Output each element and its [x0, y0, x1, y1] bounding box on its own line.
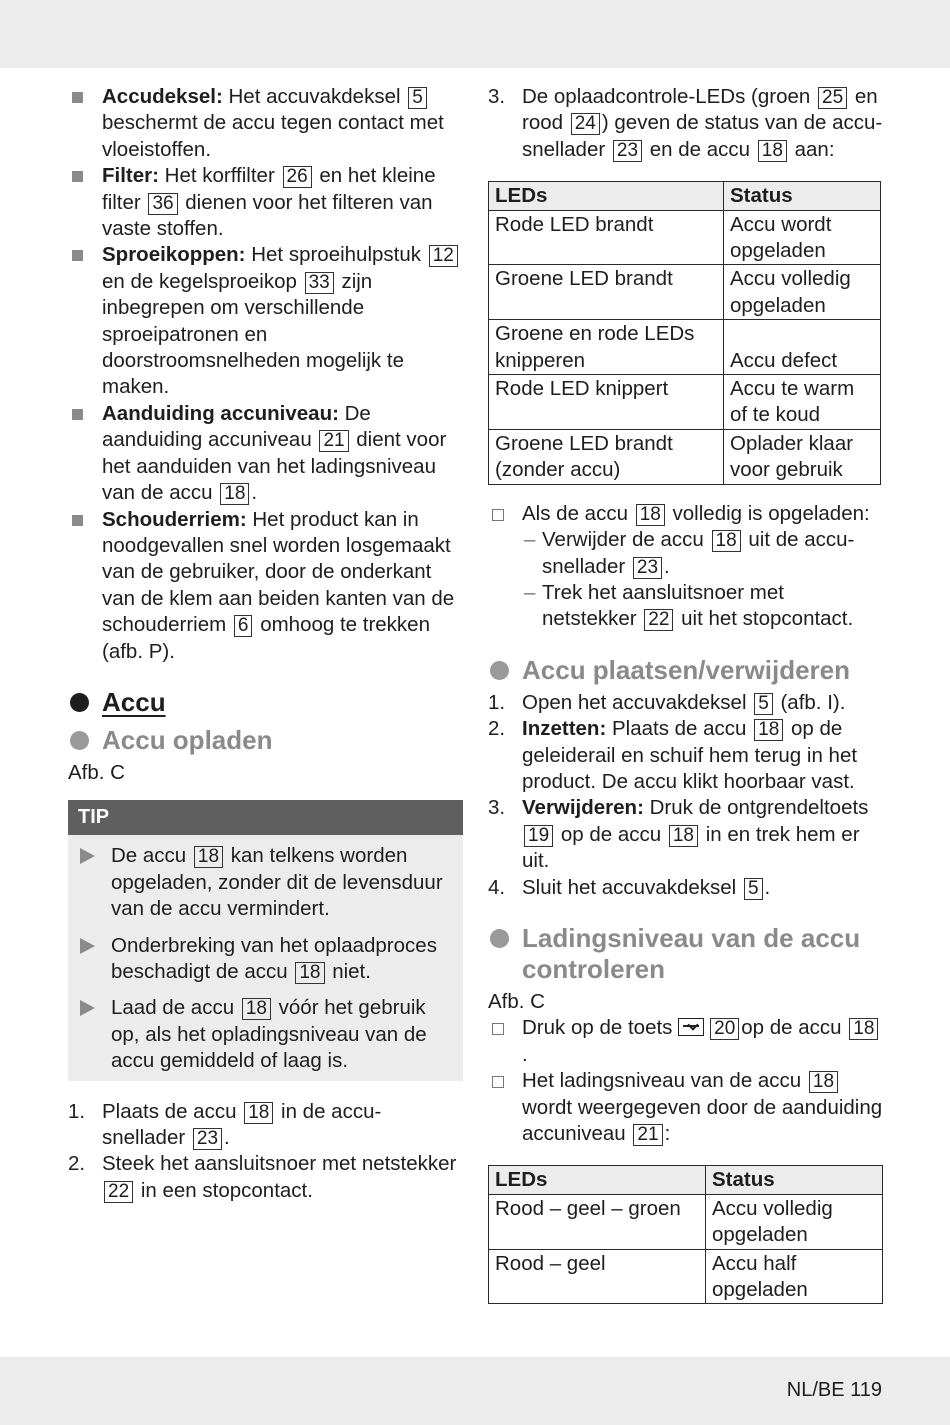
- heading-text: Accu: [102, 686, 166, 717]
- heading-text: Ladingsniveau van de accu controleren: [522, 922, 861, 984]
- item-text: omhoog te trekken (afb. P).: [102, 613, 430, 663]
- tip-text: niet.: [332, 959, 371, 983]
- part-ref: 23: [193, 1128, 222, 1150]
- part-ref: 18: [758, 140, 787, 162]
- table-cell: Oplader klaar voor gebruik: [724, 429, 881, 484]
- part-ref: 23: [613, 140, 642, 162]
- tip-text: Onderbreking van het oplaadproces beschadigt de accu: [111, 933, 437, 983]
- tip-item: [68, 995, 463, 1074]
- list-item: [68, 1099, 463, 1152]
- item-text: Het product kan in noodgevallen snel worden losgemaakt van de gebruiker, door de onderkant van de klem aan beiden kanten van de schouderriem: [102, 507, 455, 637]
- checkbox-bullet-icon: [492, 1023, 504, 1035]
- dash-bullet-icon: –: [524, 580, 536, 604]
- heading-text: Accu plaatsen/verwijderen: [522, 654, 851, 685]
- item-label: Schouderriem:: [102, 507, 247, 531]
- step-text: Plaats de accu: [102, 1099, 237, 1123]
- step-number: 1.: [488, 690, 506, 714]
- tip-box: [68, 800, 463, 1080]
- part-ref: 12: [429, 245, 458, 267]
- table-row: [489, 320, 881, 375]
- list-item: [68, 84, 463, 163]
- table-row: [489, 210, 881, 265]
- step-text: op de accu: [560, 822, 662, 846]
- part-ref: 26: [283, 166, 312, 188]
- step-number: 2.: [488, 717, 506, 741]
- page-number: NL/BE 119: [786, 1379, 882, 1401]
- column-header: Status: [706, 1166, 883, 1194]
- step-text: aan:: [794, 137, 835, 161]
- list-item: [68, 1151, 463, 1204]
- triangle-bullet-icon: [80, 938, 95, 954]
- item-text: en de kegelsproeikop: [102, 269, 297, 293]
- dash-text: uit het stopcontact.: [681, 607, 854, 631]
- part-ref: 22: [644, 609, 673, 631]
- triangle-bullet-icon: [80, 1000, 95, 1016]
- table-row: [489, 265, 881, 320]
- list-item: [488, 84, 883, 163]
- item-label: Accudeksel:: [102, 85, 223, 108]
- part-ref: 18: [809, 1071, 838, 1093]
- check-text: wordt weergegeven door de aanduiding accuniveau: [522, 1095, 883, 1145]
- step-text: Open het accuvakdeksel: [522, 690, 747, 714]
- step-number: 3.: [488, 796, 506, 820]
- checkbox-bullet-icon: [492, 1076, 504, 1088]
- item-text: .: [251, 481, 258, 505]
- step-text: .: [764, 875, 771, 899]
- table-cell: Accu te warm of te koud: [724, 375, 881, 430]
- bullet-dot-icon: [490, 661, 509, 680]
- table-row: [489, 429, 881, 484]
- part-ref: 18: [220, 483, 249, 505]
- item-text: Het sproeihulpstuk: [251, 243, 422, 267]
- item-text: De aanduiding accuniveau: [102, 401, 371, 452]
- check-text: :: [664, 1122, 671, 1145]
- left-column: [68, 84, 463, 1204]
- item-label: Sproeikoppen:: [102, 243, 246, 267]
- part-ref: 18: [712, 530, 741, 552]
- list-item: [488, 875, 883, 901]
- step-text: op de geleiderail en schuif hem terug in het product. De accu klikt hoorbaar vast.: [522, 717, 858, 793]
- step-text: in een stopcontact.: [140, 1178, 313, 1202]
- part-ref: 18: [295, 962, 324, 984]
- item-text: beschermt de accu tegen contact met vloeistoffen.: [102, 111, 444, 161]
- step-text: De oplaadcontrole-LEDs (groen: [522, 85, 811, 108]
- part-ref: 18: [669, 825, 698, 847]
- item-text: dient voor het aanduiden van het ladingsniveau van de accu: [102, 428, 447, 505]
- dash-text: .: [664, 554, 670, 578]
- step-text: in de accu-snellader: [102, 1099, 382, 1149]
- part-ref: 21: [319, 430, 348, 452]
- section-heading-accu: [68, 687, 463, 717]
- step-text: Steek het aansluitsnoer met netstekker: [102, 1152, 457, 1176]
- check-text: .: [522, 1042, 528, 1066]
- tip-text: vóór het gebruik op, als het opladingsniveau van de accu gemiddeld of laag is.: [111, 996, 427, 1073]
- list-item: [488, 795, 883, 874]
- step-number: 3.: [488, 85, 506, 108]
- table-row: [489, 375, 881, 430]
- table-header-row: [489, 182, 881, 210]
- part-ref: 18: [636, 504, 665, 526]
- check-text: Druk op de toets: [522, 1016, 673, 1040]
- footer-band: [0, 1357, 950, 1425]
- step-text: Sluit het accuvakdeksel: [522, 875, 737, 899]
- check-text: volledig is opgeladen:: [672, 501, 870, 525]
- bullet-dot-icon: [70, 693, 89, 712]
- step-text: ) geven de status van de accu-snellader: [522, 111, 883, 161]
- table-cell: Accu half opgeladen: [706, 1249, 883, 1304]
- column-header: Status: [724, 182, 881, 210]
- dash-bullet-icon: –: [524, 528, 536, 552]
- dash-text: Trek het aansluitsnoer met netstekker: [542, 580, 784, 631]
- part-ref: 18: [244, 1102, 273, 1124]
- part-ref: 6: [234, 615, 253, 637]
- bullet-dot-icon: [490, 929, 509, 948]
- table-cell: Rood – geel – groen: [489, 1194, 706, 1249]
- part-ref: 36: [148, 193, 177, 215]
- list-item: [488, 690, 883, 716]
- table-cell: Groene LED brandt (zonder accu): [489, 429, 724, 484]
- table-row: [489, 1249, 883, 1304]
- list-item: [488, 716, 883, 795]
- check-text: op de accu: [741, 1016, 842, 1040]
- step-label: Verwijderen:: [522, 796, 644, 820]
- step-number: 4.: [488, 875, 506, 899]
- tip-text: kan telkens worden opgeladen, zonder dit de levensduur van de accu vermindert.: [111, 844, 443, 921]
- step-text: (afb. I).: [780, 690, 846, 714]
- led-status-table: [488, 181, 881, 484]
- table-cell: Accu volledig opgeladen: [724, 265, 881, 320]
- part-ref: 18: [242, 998, 271, 1020]
- square-bullet-icon: [72, 250, 83, 261]
- square-bullet-icon: [72, 92, 83, 103]
- item-text: dienen voor het filteren van vaste stoffen.: [102, 190, 433, 241]
- top-band: [0, 0, 950, 68]
- item-text: en het kleine filter: [102, 164, 436, 214]
- dash-text: Verwijder de accu: [542, 528, 704, 552]
- part-ref: 19: [524, 825, 553, 847]
- section-heading-ladingsniveau: [488, 923, 883, 985]
- list-item: [68, 507, 463, 665]
- dash-item: [488, 580, 883, 633]
- column-header: LEDs: [489, 1166, 706, 1194]
- bullet-dot-icon: [70, 731, 89, 750]
- item-label: Filter:: [102, 164, 159, 188]
- step-text: Plaats de accu: [611, 717, 747, 741]
- dash-text: uit de accu-snellader: [542, 528, 855, 578]
- table-cell: Accu defect: [724, 320, 881, 375]
- step-number: 2.: [68, 1152, 86, 1176]
- part-ref: 20: [710, 1018, 739, 1040]
- step-text: Druk de ontgrendeltoets: [649, 796, 869, 820]
- step-number: 1.: [68, 1099, 86, 1123]
- list-item: [68, 242, 463, 400]
- figure-reference: Afb. C: [488, 989, 545, 1013]
- part-ref: 18: [194, 846, 223, 868]
- tip-text: Laad de accu: [111, 996, 235, 1020]
- table-cell: Accu wordt opgeladen: [724, 210, 881, 265]
- check-text: Als de accu: [522, 501, 628, 525]
- item-text: Het korffilter: [164, 164, 275, 188]
- list-item: [68, 163, 463, 242]
- table-cell: Rode LED brandt: [489, 210, 724, 265]
- item-label: Aanduiding accuniveau:: [102, 401, 339, 425]
- part-ref: 23: [633, 557, 662, 579]
- check-text: Het ladingsniveau van de accu: [522, 1069, 802, 1093]
- tip-item: [68, 933, 463, 986]
- step-text: in en trek hem er uit.: [522, 822, 860, 873]
- triangle-bullet-icon: [80, 848, 95, 864]
- part-ref: 25: [818, 87, 847, 109]
- part-ref: 33: [305, 272, 334, 294]
- part-ref: 5: [408, 87, 427, 109]
- tip-title: TIP: [68, 800, 463, 835]
- part-ref: 22: [104, 1181, 133, 1203]
- part-ref: 18: [754, 719, 783, 741]
- step-text: en de accu: [649, 137, 751, 161]
- part-ref: 5: [744, 878, 763, 900]
- section-heading-plaatsen: [488, 655, 883, 686]
- check-item: [488, 1015, 883, 1068]
- part-ref: 5: [754, 693, 773, 715]
- right-column: [488, 84, 883, 1304]
- table-row: [489, 1194, 883, 1249]
- tip-item: [68, 843, 463, 922]
- part-ref: 21: [633, 1124, 662, 1146]
- item-text: zijn inbegrepen om verschillende sproeipatronen en doorstroomsnelheden mogelijk te maken.: [102, 269, 404, 399]
- battery-level-button-icon: [678, 1018, 704, 1036]
- check-item: [488, 1068, 883, 1147]
- dash-item: [488, 527, 883, 580]
- check-item: [488, 501, 883, 527]
- heading-text: Accu opladen: [102, 724, 273, 755]
- numbered-list: [68, 1099, 463, 1205]
- tip-body: [68, 835, 463, 1080]
- charge-level-table: [488, 1165, 883, 1304]
- table-cell: Groene LED brandt: [489, 265, 724, 320]
- part-ref: 24: [571, 113, 600, 135]
- numbered-list: [488, 690, 883, 901]
- step-label: Inzetten:: [522, 717, 607, 741]
- list-item: [68, 401, 463, 507]
- item-text: Het accuvakdeksel: [228, 85, 401, 108]
- figure-reference: Afb. C: [68, 760, 125, 784]
- square-bullet-icon: [72, 515, 83, 526]
- square-bullet-icon: [72, 171, 83, 182]
- column-header: LEDs: [489, 182, 724, 210]
- table-cell: Groene en rode LEDs knipperen: [489, 320, 724, 375]
- table-cell: Rood – geel: [489, 1249, 706, 1304]
- table-cell: Rode LED knippert: [489, 375, 724, 430]
- table-header-row: [489, 1166, 883, 1194]
- table-cell: Accu volledig opgeladen: [706, 1194, 883, 1249]
- part-ref: 18: [849, 1018, 878, 1040]
- section-heading-opladen: [68, 725, 463, 756]
- tip-text: De accu: [111, 844, 187, 868]
- checkbox-bullet-icon: [492, 509, 504, 521]
- step-text: .: [224, 1126, 230, 1149]
- square-bullet-icon: [72, 409, 83, 420]
- step-text: en rood: [522, 85, 878, 135]
